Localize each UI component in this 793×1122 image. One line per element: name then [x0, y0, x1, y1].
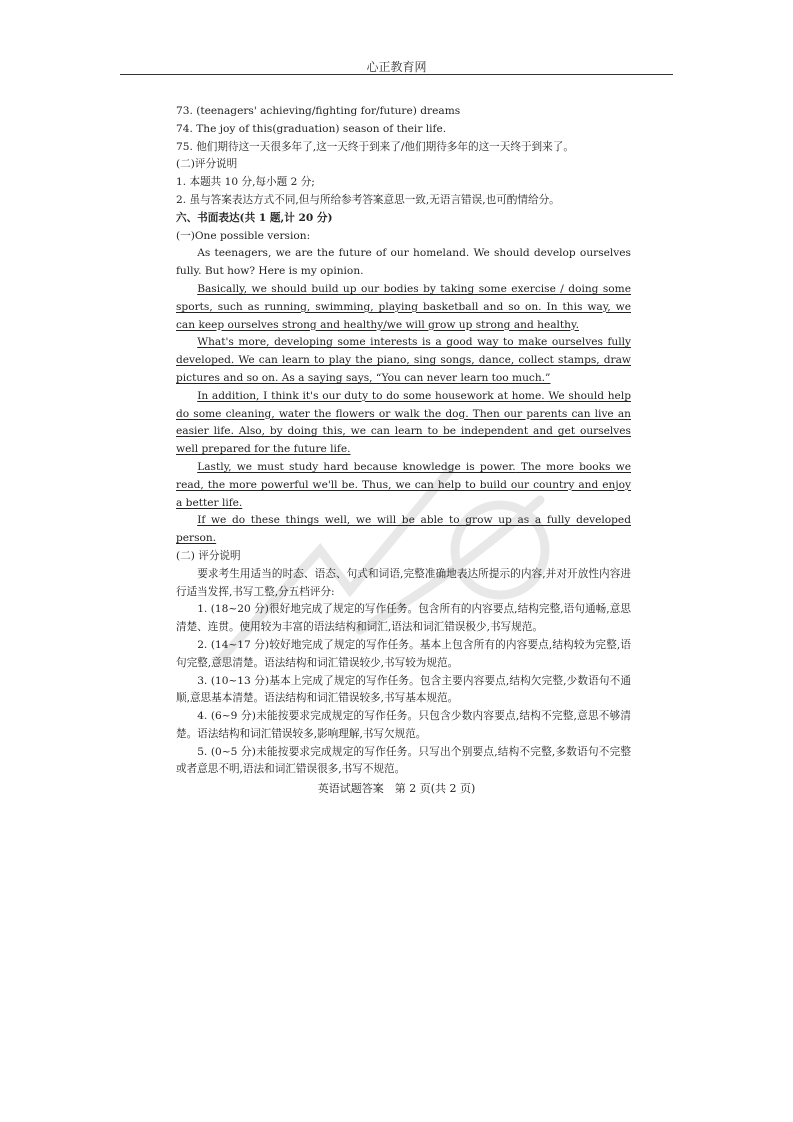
essay-conclusion: If we do these things well, we will be able to grow up as a fully developed person.: [176, 514, 631, 545]
grading-intro: 要求考生用适当的时态、语态、句式和词语,完整准确地表达所提示的内容,并对开放性内容进行适当发挥,书写工整,分五档评分:: [176, 567, 631, 598]
version-label: (一)One possible version:: [176, 229, 311, 242]
grading-level-3: 3. (10~13 分)基本上完成了规定的写作任务。包含主要内容要点,结构欠完整,少数语句不通顺,意思基本清楚。语法结构和词汇错误较多,书写基本规范。: [176, 674, 631, 705]
answer-74: 74. The joy of this(graduation) season of their life.: [176, 122, 447, 135]
grading-level-4: 4. (6~9 分)未能按要求完成规定的写作任务。只包含少数内容要点,结构不完整,意思不够清楚。语法结构和词汇错误较多,影响理解,书写欠规范。: [176, 710, 631, 740]
essay-paragraph-4: [176, 459, 631, 512]
grading-heading-2: (二) 评分说明: [176, 549, 241, 562]
essay-paragraph-1: Basically, we should build up our bodies by taking some exercise / doing some sports, such as running, swimming, playing basketball and so on. In this way, we can keep ourselves strong and healthy/we will grow up strong and healthy.: [176, 282, 631, 331]
grading-level-5: 5. (0~5 分)未能按要求完成规定的写作任务。只写出个别要点,结构不完整,多数语句不完整或者意思不明,语法和词汇错误很多,书写不规范。: [176, 745, 631, 776]
grading-rule-1: 1. 本题共 10 分,每小题 2 分;: [176, 176, 315, 189]
answer-sheet-content: [176, 103, 631, 779]
essay-p3-topic: In addition, I think it's our duty to do some housework at home.: [197, 389, 545, 402]
essay-p2-topic: What's more, developing some interests is a good way to make ourselves fully developed.: [176, 336, 631, 367]
grading-rule-2: 2. 虽与答案表达方式不同,但与所给参考答案意思一致,无语言错误,也可酌情给分。: [176, 193, 560, 206]
grading-level-2: 2. (14~17 分)较好地完成了规定的写作任务。基本上包含所有的内容要点,结构较为完整,语句完整,意思清楚。语法结构和词汇错误较少,书写较为规范。: [176, 638, 631, 669]
section-6-title: 六、书面表达(共 1 题,计 20 分): [176, 211, 333, 224]
grading-level-1: 1. (18~20 分)很好地完成了规定的写作任务。包含所有的内容要点,结构完整,语句通畅,意思清楚、连贯。使用较为丰富的语法结构和词汇,语法和词汇错误极少,书写规范。: [176, 603, 631, 634]
essay-p3-body: We should help do some cleaning, water the flowers or walk the dog. Then our parents can live an easier life. Also, by doing this, we can learn to be independent and get ourselves well prepared for the future life.: [176, 389, 631, 456]
grading-heading-1: (二)评分说明: [176, 158, 238, 171]
answer-73: 73. (teenagers' achieving/fighting for/future) dreams: [176, 105, 461, 117]
site-header: 心正教育网: [366, 60, 427, 74]
page-footer: 英语试题答案 第 2 页(共 2 页): [317, 782, 476, 795]
essay-paragraph-2: [176, 334, 631, 387]
essay-intro: As teenagers, we are the future of our homeland. We should develop ourselves fully. But how? Here is my opinion.: [176, 247, 631, 278]
essay-p2-body: We can learn to play the piano, sing songs, dance, collect stamps, draw pictures and so on. As a saying says, “You can never learn too much.”: [176, 354, 631, 384]
answer-75: 75. 他们期待这一天很多年了,这一天终于到来了/他们期待多年的这一天终于到来了。: [176, 140, 574, 153]
header-divider: [120, 74, 673, 75]
essay-paragraph-3: [176, 388, 631, 459]
essay-p4-body: The more books we read, the more powerful we'll be. Thus, we can help to build our country and enjoy a better life.: [176, 460, 631, 509]
essay-p4-topic: Lastly, we must study hard because knowledge is power.: [197, 460, 516, 473]
